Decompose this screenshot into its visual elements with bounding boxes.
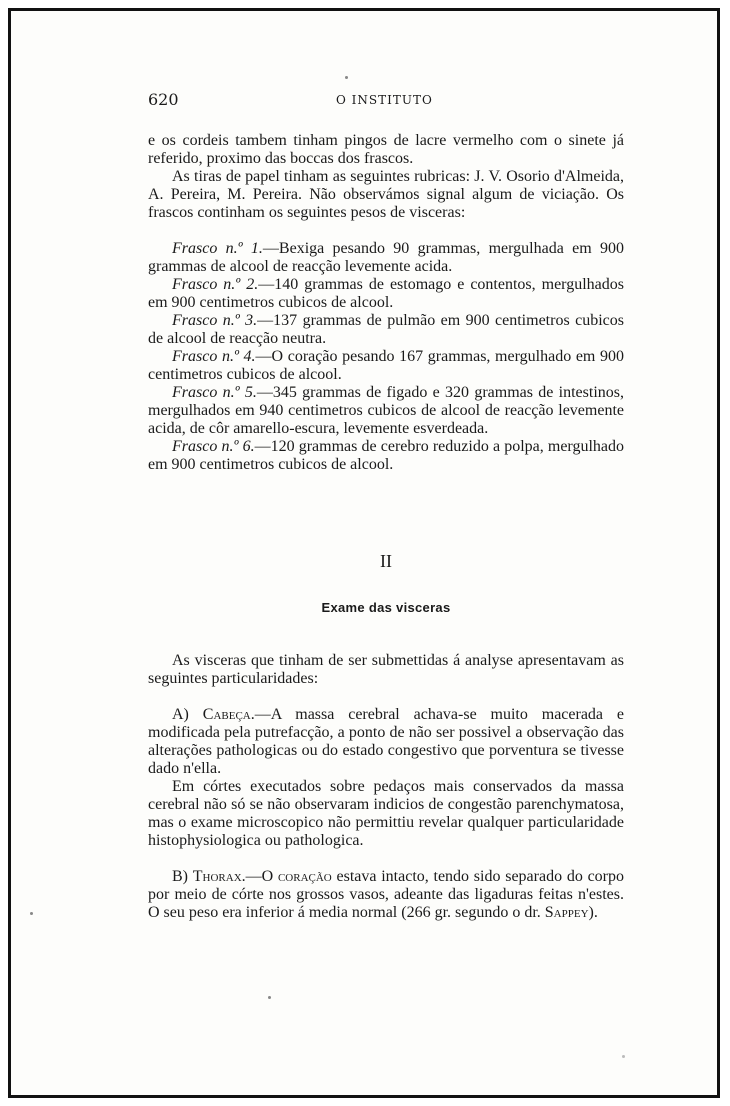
paragraph-intro: As visceras que tinham de ser submettidas á analyse apresentavam as seguintes particularidades: bbox=[148, 652, 624, 687]
paper-speck bbox=[268, 996, 271, 999]
author-sappey: Sappey bbox=[544, 904, 589, 921]
frasco-text: —120 grammas de cerebro reduzido a polpa, mergulhado em 900 centimetros cubicos de alcool. bbox=[148, 438, 625, 473]
page-number: 620 bbox=[148, 90, 179, 109]
paragraph-thorax bbox=[148, 868, 624, 922]
term-coracao: coração bbox=[277, 868, 332, 885]
item-label-thorax: Thorax. bbox=[192, 868, 246, 885]
frasco-4 bbox=[148, 348, 624, 384]
frasco-text: —140 grammas de estomago e contentos, mergulhados em 900 centimetros cubicos de alcool. bbox=[148, 276, 624, 311]
section-heading: Exame das visceras bbox=[321, 600, 451, 615]
frasco-5 bbox=[148, 384, 624, 438]
frasco-label: Frasco n.º 6. bbox=[172, 438, 255, 455]
item-text: estava intacto, tendo sido separado do corpo por meio de córte nos grossos vasos, adeante das ligaduras feitas n'estes. O seu peso era inferior á media normal (266 gr. segundo o dr. bbox=[148, 868, 624, 921]
section-numeral: II bbox=[380, 551, 392, 571]
item-text: ). bbox=[588, 904, 598, 921]
paragraph-cortes: Em córtes executados sobre pedaços mais conservados da massa cerebral não só se não observaram indicios de congestão parenchymatosa, mas o exame microscopico não permittiu revelar qualquer particularidade histophysiologica ou pathologica. bbox=[148, 778, 624, 849]
body-text-top bbox=[148, 132, 624, 474]
paragraph-lacre: e os cordeis tambem tinham pingos de lacre vermelho com o sinete já referido, proximo das boccas dos frascos. bbox=[148, 132, 624, 167]
frasco-6 bbox=[148, 438, 624, 474]
item-prefix: A) bbox=[172, 706, 203, 723]
running-title: O INSTITUTO bbox=[336, 93, 433, 107]
frasco-text: —O coração pesando 167 grammas, mergulhado em 900 centimetros cubicos de alcool. bbox=[148, 348, 624, 383]
body-text-lower bbox=[148, 652, 624, 922]
frasco-text: —345 grammas de figado e 320 grammas de intestinos, mergulhados em 940 centimetros cubicos de alcool de reacção levemente acida, de côr amarello-escura, levemente esverdeada. bbox=[148, 384, 624, 437]
frasco-label: Frasco n.º 2. bbox=[172, 276, 259, 293]
page-header bbox=[148, 90, 624, 110]
item-text: —A massa cerebral achava-se muito macerada e modificada pela putrefacção, a ponto de não ser possivel a observação das alterações pathologicas ou do estado congestivo que porventura se tivesse dado n'ella. bbox=[148, 706, 625, 777]
frasco-3 bbox=[148, 312, 624, 348]
frasco-label: Frasco n.º 1. bbox=[172, 240, 263, 257]
frasco-label: Frasco n.º 5. bbox=[172, 384, 257, 401]
item-text: —O bbox=[245, 868, 278, 885]
paper-speck bbox=[622, 1055, 625, 1058]
frasco-text: —137 grammas de pulmão em 900 centimetros cubicos de alcool de reacção neutra. bbox=[148, 312, 624, 347]
frasco-text: —Bexiga pesando 90 grammas, mergulhada em 900 grammas de alcool de reacção levemente acida. bbox=[148, 240, 624, 275]
paragraph-rubricas: As tiras de papel tinham as seguintes rubricas: J. V. Osorio d'Almeida, A. Pereira, M. Pereira. Não observámos signal algum de viciação. Os frascos continham os seguintes pesos de visceras: bbox=[148, 168, 624, 221]
item-prefix: B) bbox=[172, 868, 193, 885]
paragraph-cabeca bbox=[148, 706, 624, 778]
paper-speck bbox=[30, 912, 33, 915]
item-label-cabeca: Cabeça. bbox=[202, 706, 255, 723]
paper-speck bbox=[345, 76, 348, 79]
frasco-2 bbox=[148, 276, 624, 312]
frasco-label: Frasco n.º 4. bbox=[172, 348, 256, 365]
frasco-1 bbox=[148, 240, 624, 276]
frasco-label: Frasco n.º 3. bbox=[172, 312, 258, 329]
